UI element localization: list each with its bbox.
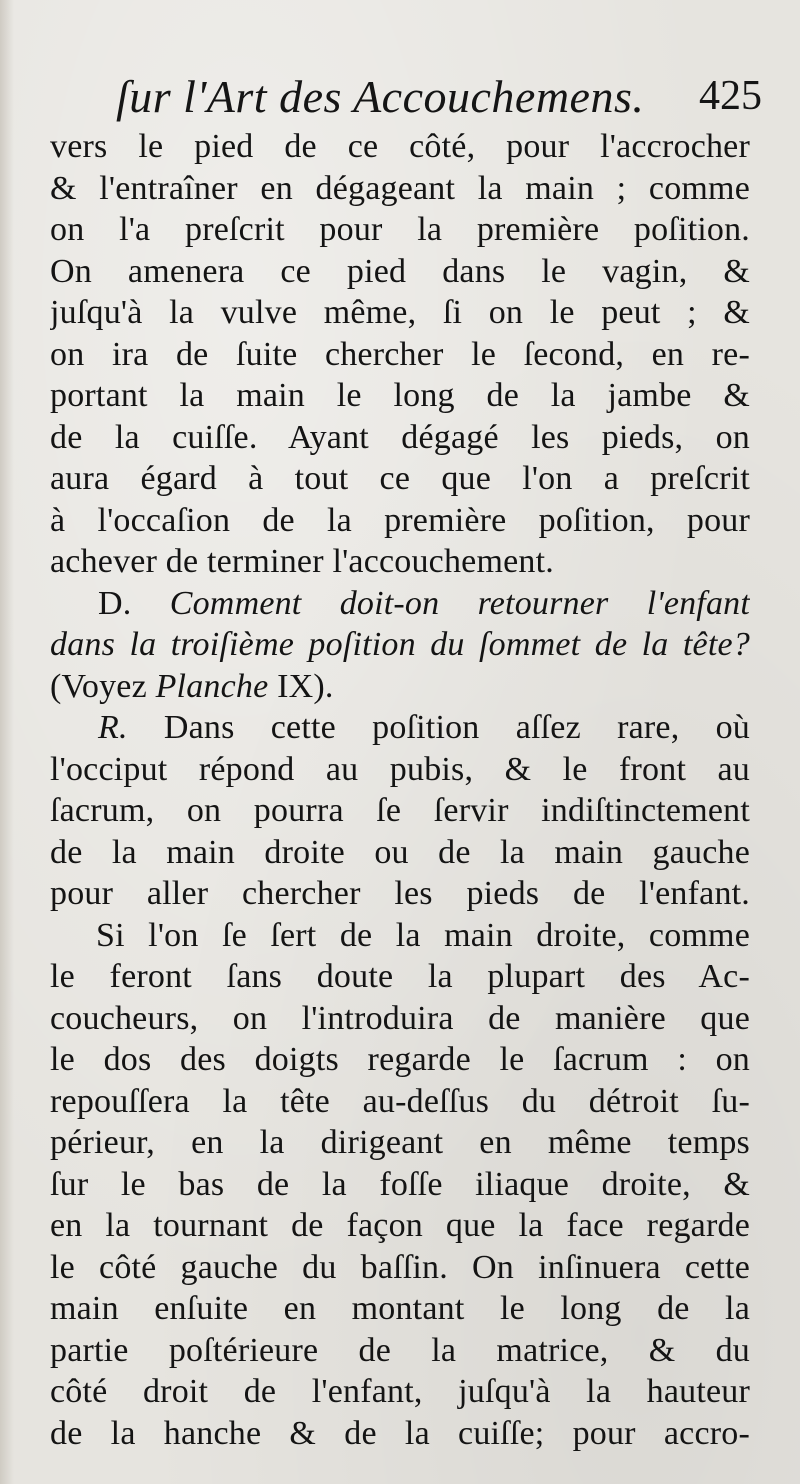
text-line: juſqu'à la vulve même, ſi on le peut ; & [50, 294, 750, 331]
answer-text: Dans cette poſition aſſez rare, où [163, 709, 750, 746]
page-number: 425 [699, 73, 762, 119]
page-header [48, 70, 768, 130]
text-line: on l'a preſcrit pour la première poſition. [50, 211, 750, 248]
text-line: le dos des doigts regarde le ſacrum : on [50, 1041, 750, 1078]
text-line: à l'occaſion de la première poſition, pour [50, 501, 750, 539]
body-text [50, 126, 750, 1454]
question-ref-plate: Planche [155, 667, 269, 705]
answer-line: l'occiput répond au pubis, & le front au [50, 750, 750, 788]
text-line: achever de terminer l'accouchement. [50, 543, 554, 580]
running-title: ſur l'Art des Accouchemens. [116, 71, 645, 122]
text-line: vers le pied de ce côté, pour l'accrocher [50, 128, 750, 165]
text-line: Si l'on ſe ſert de la main droite, comme [96, 916, 750, 954]
text-line: périeur, en la dirigeant en même temps [50, 1124, 750, 1161]
answer-line: ſacrum, on pourra ſe ſervir indiſtinctement [50, 792, 750, 829]
text-line: ſur le bas de la foſſe iliaque droite, & [50, 1165, 750, 1203]
page-edge-shadow [0, 0, 14, 1484]
text-line: On amenera ce pied dans le vagin, & [50, 252, 750, 290]
question-text: Comment doit-on retourner l'enfant [169, 584, 750, 622]
answer-label: R. [98, 709, 128, 746]
text-line: le feront ſans doute la plupart des Ac- [50, 958, 750, 995]
text-line: coucheurs, on l'introduira de manière que [50, 999, 750, 1037]
text-line: de la cuiſſe. Ayant dégagé les pieds, on [50, 418, 750, 456]
text-line: portant la main le long de la jambe & [50, 377, 750, 414]
text-line: repouſſera la tête au-deſſus du détroit ſu- [50, 1082, 750, 1120]
question-line [50, 583, 750, 625]
answer-line: de la main droite ou de la main gauche [50, 833, 750, 871]
text-line: on ira de ſuite chercher le ſecond, en re- [50, 335, 750, 373]
text-line: partie poſtérieure de la matrice, & du [50, 1331, 750, 1369]
question-ref-open: (Voyez [50, 667, 147, 705]
text-line: de la hanche & de la cuiſſe; pour accro- [50, 1414, 750, 1452]
text-line: main enſuite en montant le long de la [50, 1290, 750, 1327]
question-line: dans la troiſième poſition du ſommet de la tête? [50, 626, 750, 663]
question-line [50, 666, 750, 708]
text-line: aura égard à tout ce que l'on a preſcrit [50, 460, 750, 497]
answer-line [50, 707, 750, 749]
text-line: & l'entraîner en dégageant la main ; comme [50, 169, 750, 207]
text-line: côté droit de l'enfant, juſqu'à la hauteur [50, 1373, 750, 1410]
answer-line: pour aller chercher les pieds de l'enfant. [50, 875, 750, 912]
text-line: en la tournant de façon que la face regarde [50, 1207, 750, 1244]
question-label: D. [98, 584, 132, 622]
question-ref-close: IX). [277, 667, 334, 705]
text-line: le côté gauche du baſſin. On inſinuera cette [50, 1248, 750, 1286]
